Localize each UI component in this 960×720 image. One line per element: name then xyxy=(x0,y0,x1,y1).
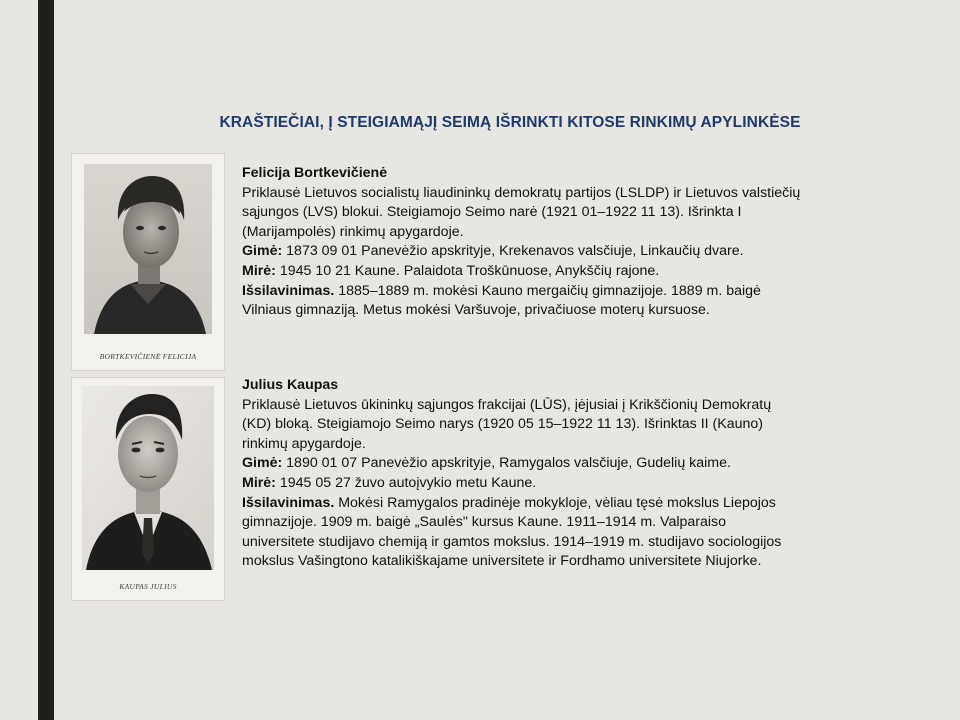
person-name: Felicija Bortkevičienė xyxy=(242,165,388,181)
person-name: Julius Kaupas xyxy=(242,377,339,393)
education-label: Išsilavinimas. xyxy=(242,494,335,511)
born-line xyxy=(242,454,932,474)
born-label: Gimė: xyxy=(242,243,283,260)
died-value: 1945 10 21 Kaune. Palaidota Troškūnuose, Anykščių rajone. xyxy=(275,262,660,279)
died-value: 1945 05 27 žuvo autoįvykio metu Kaune. xyxy=(275,474,537,491)
education-value: 1885–1889 m. mokėsi Kauno mergaičių gimnazijoje. 1889 m. baigė xyxy=(334,282,761,299)
photo-caption-felicija: BORTKEVIČIENĖ FELICIJA xyxy=(99,352,197,361)
education-value: Mokėsi Ramygalos pradinėje mokykloje, vėliau tęsė mokslus Liepojos xyxy=(334,494,776,511)
about-line: (Marijampolės) rinkimų apygardoje. xyxy=(242,223,464,240)
portrait-image-felicija xyxy=(72,154,224,370)
about-line: (KD) bloką. Steigiamojo Seimo narys (1920 05 15–1922 11 13). Išrinktas II (Kauno) xyxy=(242,416,764,433)
portrait-julius xyxy=(72,378,224,600)
education-line xyxy=(242,282,932,302)
photo-caption-julius: KAUPAS JULIUS xyxy=(119,582,177,591)
born-label: Gimė: xyxy=(242,455,283,472)
education-line-cont: Vilniaus gimnaziją. Metus mokėsi Varšuvoje, privačiuose moterų kursuose. xyxy=(242,302,710,319)
died-label: Mirė: xyxy=(242,262,276,279)
died-label: Mirė: xyxy=(242,474,276,491)
education-line-cont: gimnazijoje. 1909 m. baigė „Saulės" kursus Kaune. 1911–1914 m. Valparaiso xyxy=(242,514,727,531)
education-line-cont: mokslus Vašingtono katalikiškajame universitete ir Fordhamo universitete Niujorke. xyxy=(242,553,762,570)
portrait-felicija xyxy=(72,154,224,370)
education-line-cont: universitete studijavo chemiją ir gamtos mokslus. 1914–1919 m. studijavo sociologijos xyxy=(242,533,782,550)
about-line: Priklausė Lietuvos socialistų liaudininkų demokratų partijos (LSLDP) ir Lietuvos valstiečių xyxy=(242,184,801,201)
born-value: 1873 09 01 Panevėžio apskrityje, Krekenavos valsčiuje, Linkaučių dvare. xyxy=(282,243,744,260)
bio-julius xyxy=(242,376,932,572)
side-accent-bar xyxy=(38,0,54,720)
education-label: Išsilavinimas. xyxy=(242,282,335,299)
portrait-image-julius xyxy=(72,378,224,600)
about-line: sąjungos (LVS) blokui. Steigiamojo Seimo narė (1921 01–1922 11 13). Išrinkta I xyxy=(242,204,742,221)
born-value: 1890 01 07 Panevėžio apskrityje, Ramygalos valsčiuje, Gudelių kaime. xyxy=(282,455,731,472)
about-line: rinkimų apygardoje. xyxy=(242,435,366,452)
born-line xyxy=(242,242,932,262)
died-line xyxy=(242,474,932,494)
bio-felicija xyxy=(242,164,932,321)
about-line: Priklausė Lietuvos ūkininkų sąjungos frakcijai (LŪS), įėjusiai į Krikščionių Demokratų xyxy=(242,396,772,413)
died-line xyxy=(242,262,932,282)
education-line xyxy=(242,494,932,514)
slide-title: KRAŠTIEČIAI, Į STEIGIAMĄJĮ SEIMĄ IŠRINKTI KITOSE RINKIMŲ APYLINKĖSE xyxy=(219,114,801,131)
